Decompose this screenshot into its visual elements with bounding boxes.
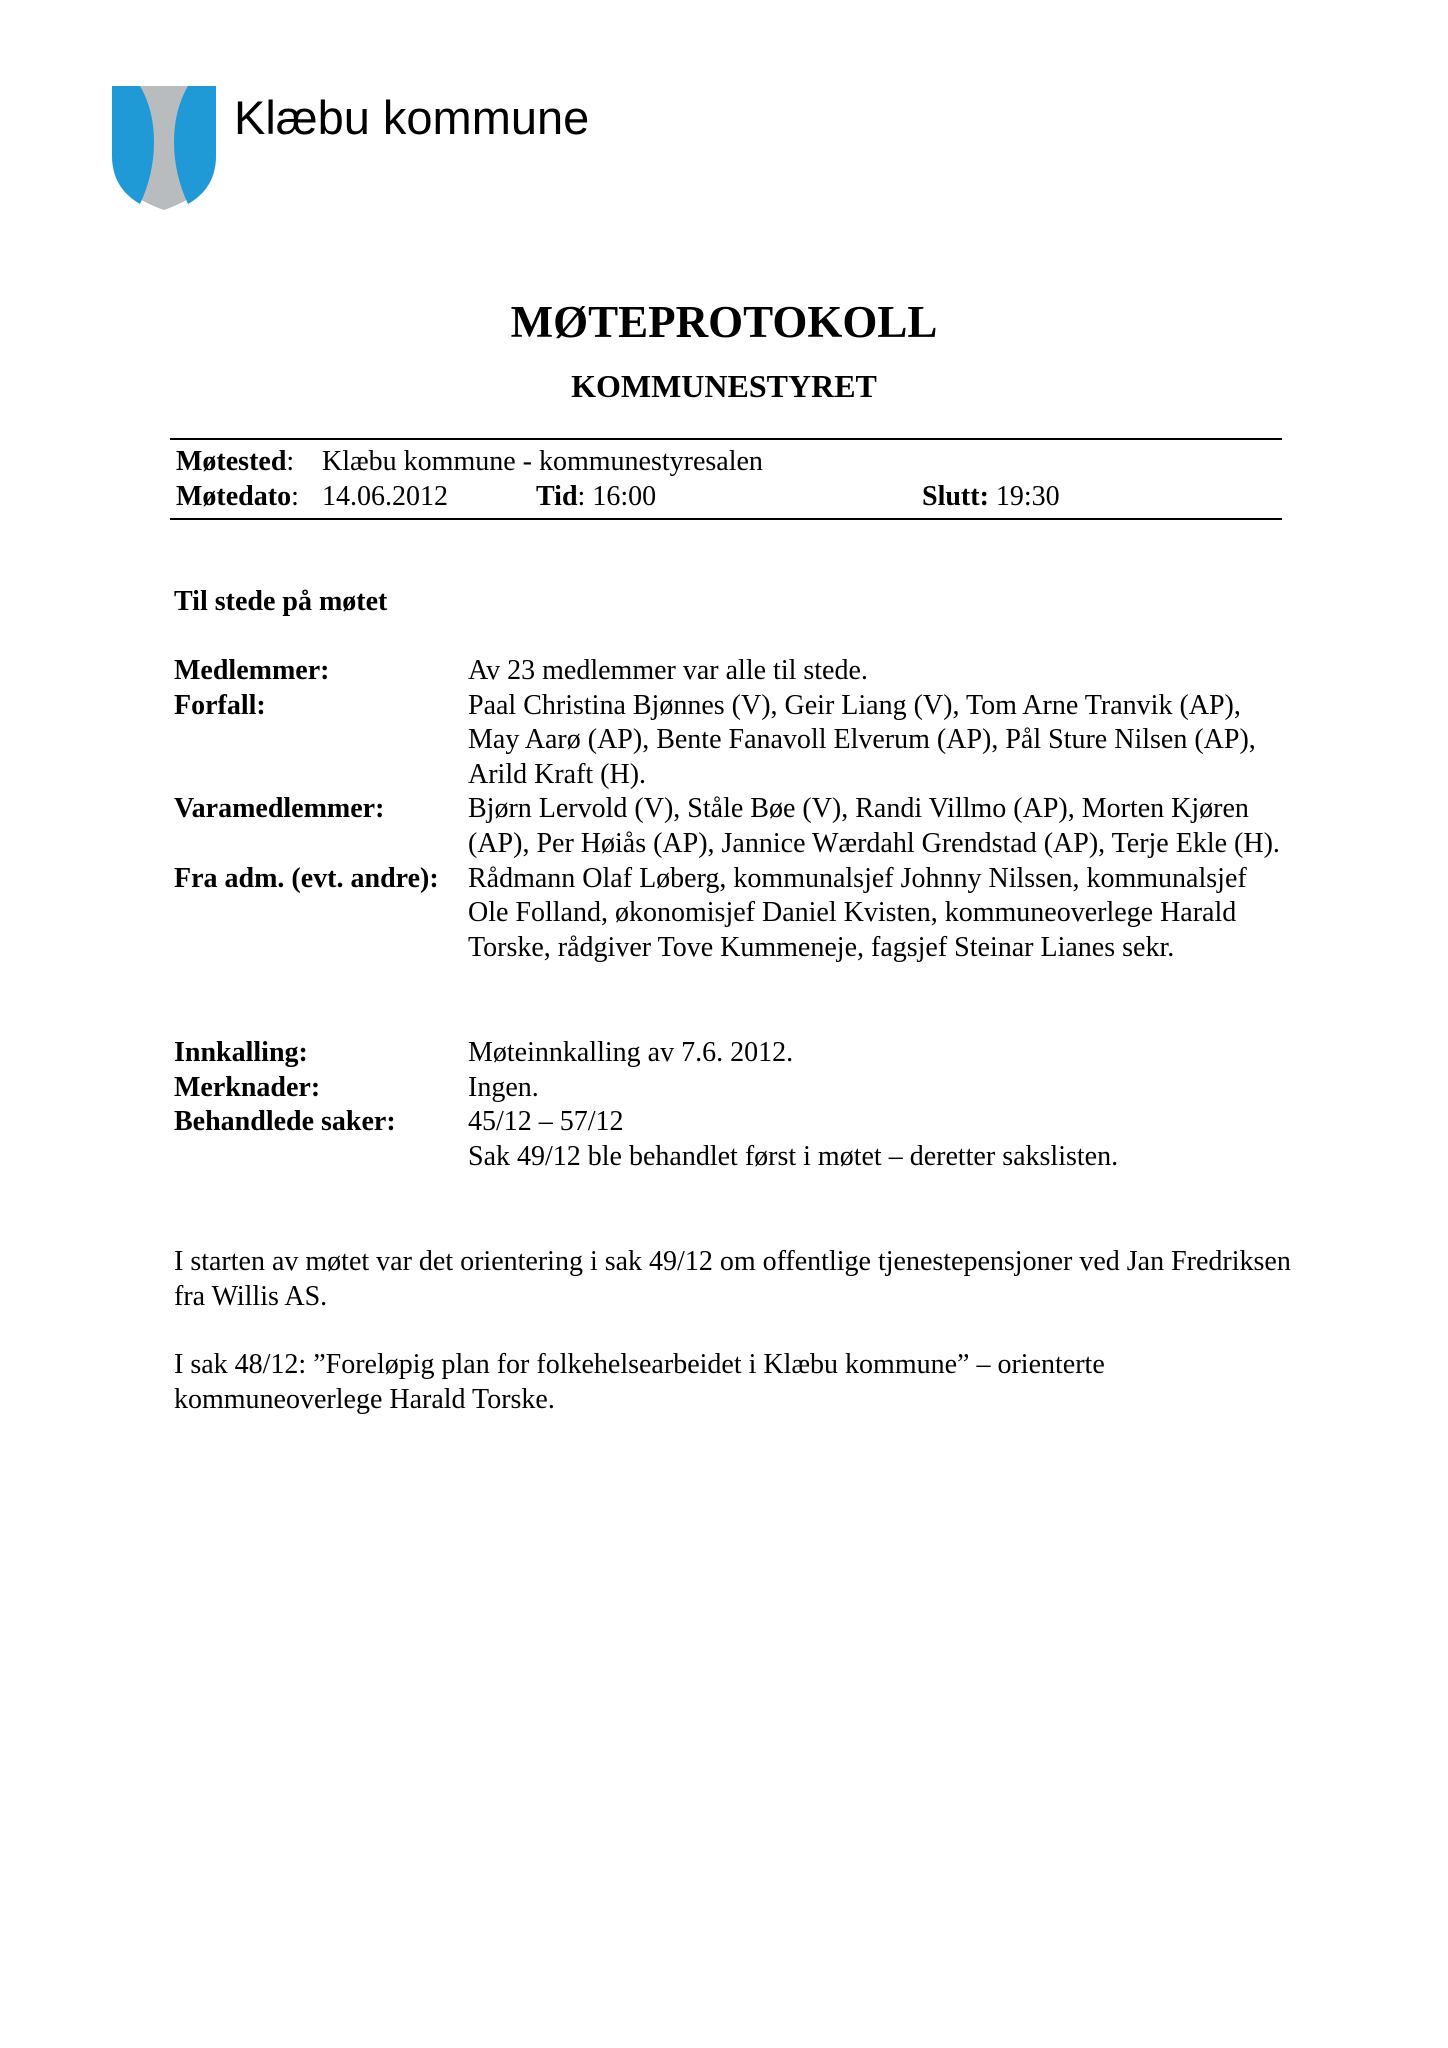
attendance-row xyxy=(174,862,1294,966)
attendance-label: Varamedlemmer: xyxy=(174,793,385,825)
municipality-name: Klæbu kommune xyxy=(234,91,590,144)
meeting-place-value: Klæbu kommune - kommunestyresalen xyxy=(322,446,763,477)
details-row xyxy=(174,1140,1294,1175)
attendance-label: Medlemmer: xyxy=(174,655,330,686)
meeting-place-label: Møtested: xyxy=(176,446,295,477)
case-paragraph: I sak 48/12: ”Foreløpig plan for folkehelsearbeidet i Klæbu kommune” – orienterte kommuneoverlege Harald Torske. xyxy=(174,1349,1105,1415)
attendance-value: Av 23 medlemmer var alle til stede. xyxy=(468,655,868,686)
document-subtitle: KOMMUNESTYRET xyxy=(571,368,877,404)
meeting-time-label: Tid xyxy=(536,481,578,512)
details-label: Merknader: xyxy=(174,1071,321,1103)
meeting-place-row xyxy=(176,444,1276,479)
details-label: Behandlede saker: xyxy=(174,1106,396,1138)
details-row xyxy=(174,1105,1294,1140)
details-row xyxy=(174,1071,1294,1106)
meeting-details-list xyxy=(174,1036,1294,1174)
meeting-date-label: Møtedato: xyxy=(176,481,299,512)
attendance-label: Forfall: xyxy=(174,689,266,721)
details-value: Møteinnkalling av 7.6. 2012. xyxy=(468,1037,794,1068)
attendance-value: Rådmann Olaf Løberg, kommunalsjef Johnny Nilssen, kommunalsjef Ole Folland, økonomisjef Daniel Kvisten, kommuneoverlege Harald Torske, rådgiver Tove Kummeneje, fagsjef Steinar Lianes sekr. xyxy=(468,862,1247,963)
details-label: Innkalling: xyxy=(174,1037,308,1068)
attendance-row xyxy=(174,689,1294,793)
attendance-row xyxy=(174,792,1294,861)
orientation-paragraph: I starten av møtet var det orientering i sak 49/12 om offentlige tjenestepensjoner ved Jan Fredriksen fra Willis AS. xyxy=(174,1246,1291,1312)
document-title: MØTEPROTOKOLL xyxy=(510,297,938,347)
meeting-info-box xyxy=(170,438,1282,520)
details-row xyxy=(174,1036,1294,1071)
meeting-date-value: 14.06.2012 xyxy=(322,481,448,512)
attendance-label: Fra adm. (evt. andre): xyxy=(174,862,439,894)
meeting-time-value: 16:00 xyxy=(592,481,657,512)
meeting-end-label: Slutt: xyxy=(922,481,989,512)
meeting-date-row xyxy=(176,479,1276,514)
details-label xyxy=(174,1140,468,1175)
details-value: 45/12 – 57/12 xyxy=(468,1106,624,1138)
meeting-end xyxy=(922,479,1060,514)
attendance-list xyxy=(174,654,1294,965)
attendance-value: Paal Christina Bjønnes (V), Geir Liang (V), Tom Arne Tranvik (AP), May Aarø (AP), Bente Fanavoll Elverum (AP), Pål Sture Nilsen (AP), Arild Kraft (H). xyxy=(468,689,1256,790)
details-value: Ingen. xyxy=(468,1071,539,1103)
attendance-row xyxy=(174,654,1294,689)
coat-of-arms-icon xyxy=(110,84,218,212)
attendance-value: Bjørn Lervold (V), Ståle Bøe (V), Randi Villmo (AP), Morten Kjøren (AP), Per Høiås (AP), Jannice Wærdahl Grendstad (AP), Terje Ekle (H). xyxy=(468,793,1280,859)
details-value: Sak 49/12 ble behandlet først i møtet – deretter sakslisten. xyxy=(468,1140,1119,1172)
meeting-end-value: 19:30 xyxy=(995,481,1060,512)
attendance-heading: Til stede på møtet xyxy=(174,586,388,617)
meeting-time: Tid: 16:00 xyxy=(536,481,657,512)
